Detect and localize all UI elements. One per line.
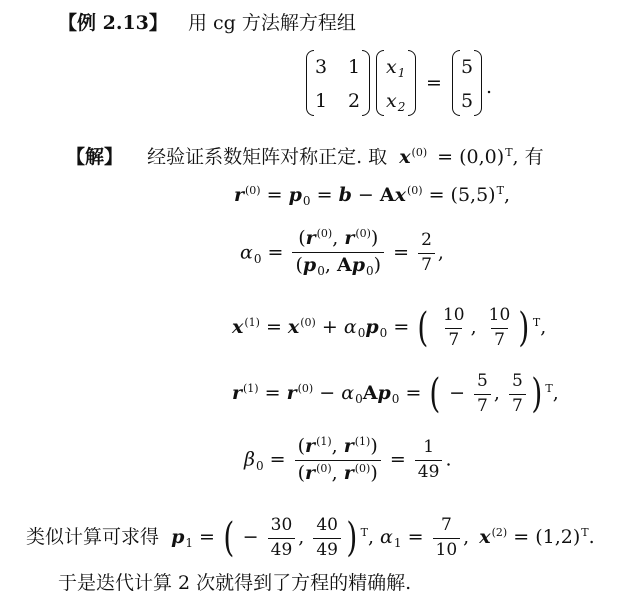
- r1-den: 7: [509, 394, 526, 417]
- result-line: 类似计算可求得 $p_1$ = ( − $\frac{30}{49}$ , $\frac{40}{49}$ ) $^T$, $\alpha_1$ = $\frac{7}{10}$ , $x^{(2)} = (1,2)^T$.: [26, 515, 595, 562]
- solution-intro: 经验证系数矩阵对称正定. 取: [147, 146, 388, 168]
- vector-b: [452, 50, 482, 116]
- example-heading: [58, 8, 356, 35]
- result-intro: 类似计算可求得: [26, 526, 160, 549]
- alpha0-den: 7: [418, 253, 435, 276]
- equation-x1: $x^{(1)} = x^{(0)} + \alpha_0p_0$ = ( $\frac{10}{7}$ , $\frac{10}{7}$ ) $^T$,: [232, 305, 547, 352]
- x2-value: = (1,2): [513, 526, 581, 549]
- x1-den: 7: [445, 328, 462, 351]
- r1-sign: −: [449, 382, 465, 405]
- equation-alpha0: $\alpha_0$ = $\frac{(r^{(0)}, r^{(0)})}{(p_0, Ap_0)}$ = $\frac{2}{7}$ ,: [240, 227, 444, 279]
- x1-num: 10: [442, 305, 465, 325]
- beta0-num: 1: [423, 437, 435, 458]
- vector-cell: $x_1$: [386, 56, 406, 81]
- matrix-cell: 1: [348, 56, 361, 78]
- alpha1-den: 10: [433, 538, 461, 561]
- equation-r1: $r^{(1)} = r^{(0)} - \alpha_0Ap_0$ = ( − $\frac{5}{7}$ , $\frac{5}{7}$ ) $^T$,: [232, 371, 559, 418]
- r1-den: 7: [474, 394, 491, 417]
- matrix-cell: 1: [315, 90, 328, 112]
- p1-sign: −: [242, 526, 259, 549]
- equation-r0: $r^{(0)} = p_0 = b - Ax^{(0)} = (5,5)^T$,: [234, 184, 510, 209]
- example-intro: 用 cg 方法解方程组: [187, 12, 356, 34]
- r1-num: 5: [511, 371, 523, 391]
- solution-label: 【解】: [66, 146, 124, 168]
- alpha0-num: 2: [421, 230, 432, 251]
- matrix-cell: 2: [348, 90, 361, 112]
- equals-sign: =: [426, 72, 442, 94]
- beta0-den: 49: [415, 460, 443, 483]
- vector-cell: 5: [461, 56, 474, 78]
- vector-cell: $x_2$: [386, 90, 406, 115]
- vector-cell: 5: [461, 90, 474, 112]
- r1-num: 5: [477, 371, 488, 391]
- conclusion-text: 于是迭代计算 2 次就得到了方程的精确解.: [58, 572, 412, 594]
- r0-value: = (5,5): [428, 184, 496, 207]
- x0-tail: , 有: [512, 146, 544, 168]
- equation-beta0: $\beta_0$ = $\frac{(r^{(1)}, r^{(1)})}{(r^{(0)}, r^{(0)})}$ = $\frac{1}{49}$ .: [244, 435, 452, 485]
- matrix-cell: 3: [315, 56, 328, 78]
- vector-x: [376, 50, 416, 116]
- p1-den: 49: [313, 538, 341, 561]
- end-period: .: [486, 76, 493, 98]
- alpha1-num: 7: [440, 515, 452, 535]
- x1-num: 10: [488, 305, 511, 325]
- example-label: 【例 2.13】: [58, 12, 168, 34]
- x1-den: 7: [491, 328, 508, 351]
- matrix-a: [306, 50, 370, 116]
- p1-den: 49: [268, 538, 296, 561]
- x0-value: = (0,0): [437, 146, 505, 168]
- p1-num: 30: [270, 515, 293, 535]
- solution-line: 【解】 经验证系数矩阵对称正定. 取 $x^{(0)} = (0,0)^T$, 有: [66, 145, 544, 168]
- p1-num: 40: [316, 515, 338, 535]
